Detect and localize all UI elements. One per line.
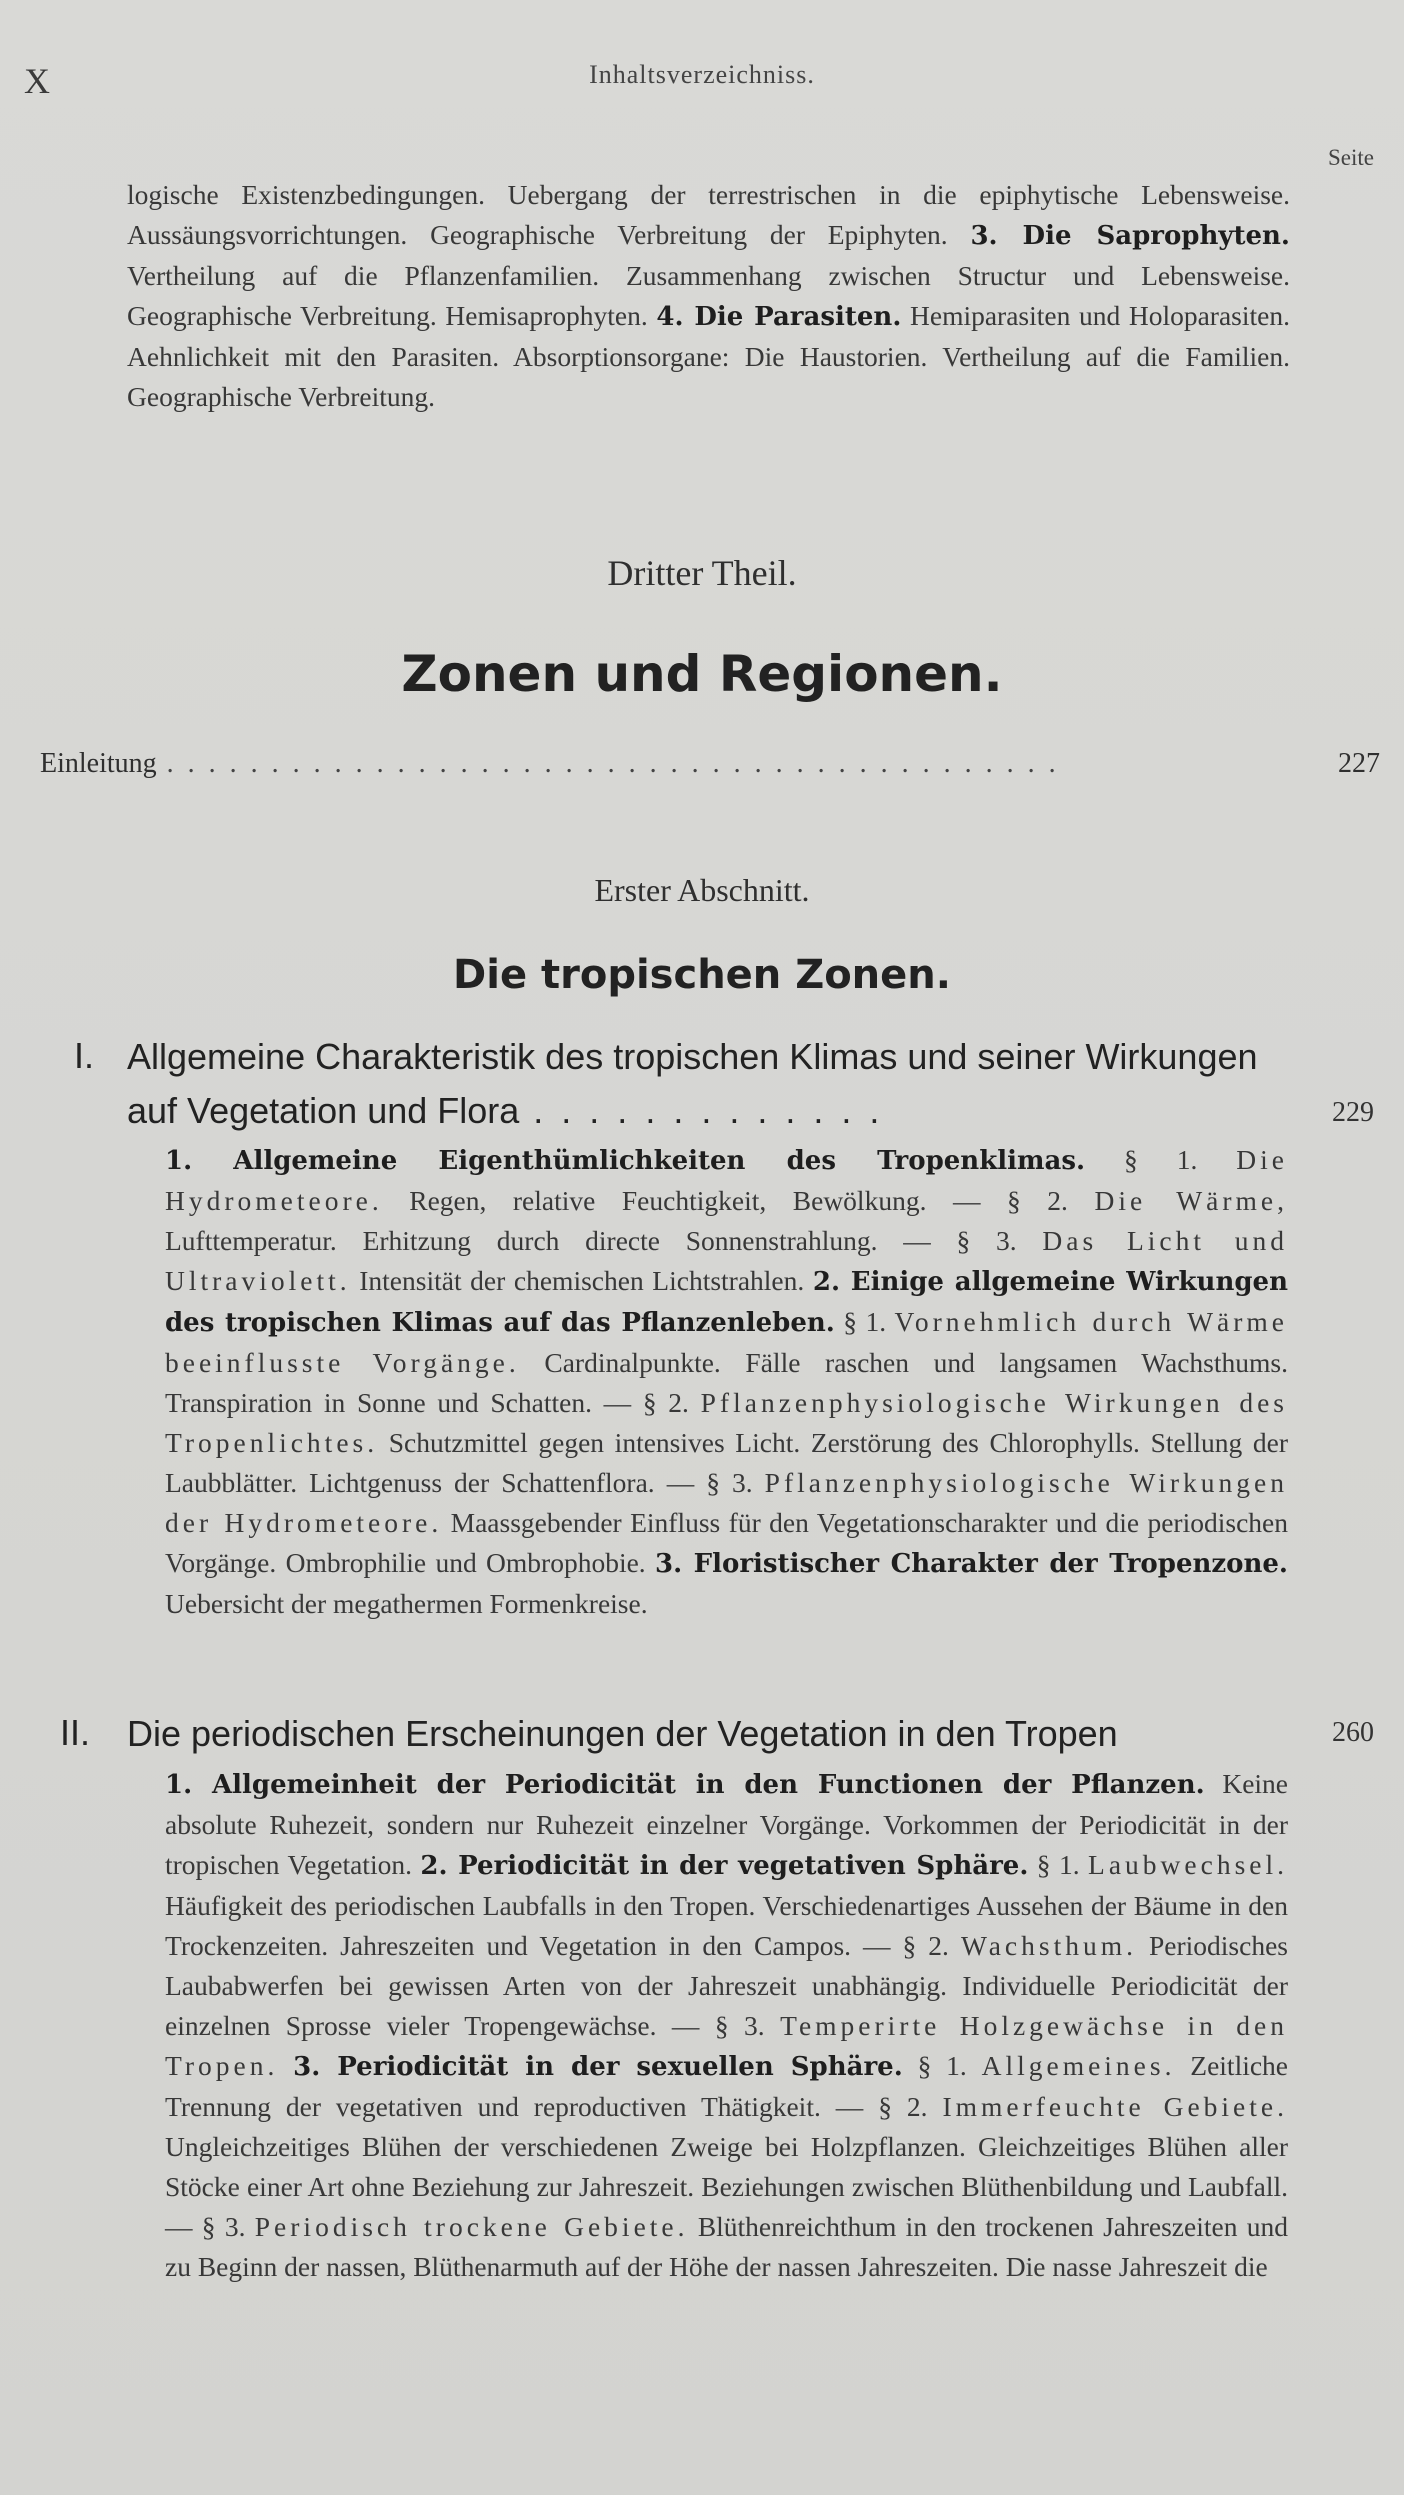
chapter-2-contents — [165, 1764, 1288, 2287]
text-run: Maassgebender Einfluss für den Vegetationscharakter und die periodischen Vorgänge. Ombrophilie und Ombrophobie. — [165, 1507, 1288, 1578]
chapter-title-text: Allgemeine Charakteristik des tropischen Klimas und seiner Wirkungen auf Vegetation und Flora — [127, 1036, 1258, 1131]
spaced-heading: Pflanzenphysiologische Wirkungen der Hydrometeore. — [165, 1467, 1288, 1538]
chapter-1-contents — [165, 1140, 1288, 1624]
spaced-heading: Temperirte Holzgewächse in den Tropen. — [165, 2010, 1288, 2081]
section-title: Die tropischen Zonen. — [453, 952, 951, 998]
part-title: Zonen und Regionen. — [401, 645, 1003, 703]
spaced-heading: Wachsthum. — [960, 1930, 1137, 1961]
text-run: Ungleichzeitiges Blühen der verschiedenen Zweige bei Holzpflanzen. Gleichzeitiges Blühen aller Stöcke einer Art ohne Beziehung zur Jahreszeit. Beziehungen zwischen Blüthenbildung und Laubfall. — § 3. — [165, 2131, 1288, 2242]
bold-heading: 3. Die Saprophyten. — [970, 221, 1290, 251]
dot-leader: . . . . . . . . . . . . . — [519, 1090, 884, 1131]
spaced-heading: Lufttemperatur. — [165, 1225, 337, 1256]
text-run — [278, 2050, 293, 2081]
continued-paragraph — [127, 175, 1290, 417]
spaced-heading: Das Licht und Ultraviolett. — [165, 1225, 1288, 1296]
chapter-title[interactable] — [127, 1030, 1287, 1138]
toc-page-number: 227 — [1338, 748, 1380, 779]
toc-entry-einleitung[interactable] — [40, 748, 1380, 780]
text-run: Hemiparasiten und Holoparasiten. Aehnlichkeit mit den Parasiten. Absorptionsorgane: Die Haustorien. Vertheilung auf die Familien. Geographische Verbreitung. — [127, 300, 1290, 412]
spaced-heading: Vornehmlich durch Wärme beeinflusste Vorgänge. — [165, 1306, 1288, 1378]
text-run: § 1. — [834, 1306, 895, 1337]
bold-heading: 2. Periodicität in der vegetativen Sphäre. — [420, 1851, 1029, 1881]
spaced-heading: Die Wärme, — [1094, 1185, 1288, 1216]
text-run: Häufigkeit des periodischen Laubfalls in den Tropen. Verschiedenartiges Aussehen der Bäume in den Trockenzeiten. Jahreszeiten und Vegetation in den Campos. — § 2. — [165, 1890, 1288, 1961]
bold-heading: 3. Floristischer Charakter der Tropenzone. — [655, 1549, 1288, 1579]
bold-heading: 1. Allgemeine Eigenthümlichkeiten des Tropenklimas. — [165, 1146, 1086, 1176]
chapter-page-number: 229 — [1332, 1097, 1374, 1128]
dot-leader: ........................................... — [166, 748, 1070, 779]
seite-label: Seite — [1328, 145, 1374, 170]
text-run: Uebersicht der megathermen Formenkreise. — [165, 1588, 648, 1619]
page-number-roman: X — [24, 61, 50, 101]
spaced-heading: Die Hydrometeore. — [165, 1144, 1288, 1216]
running-title: Inhaltsverzeichniss. — [589, 60, 815, 89]
part-label: Dritter Theil. — [607, 553, 797, 593]
section-label: Erster Abschnitt. — [594, 872, 810, 908]
text-run: Vertheilung auf die Pflanzenfamilien. Zusammenhang zwischen Structur und Lebensweise. Geographische Verbreitung. Hemisaprophyten. — [127, 260, 1290, 331]
text-run: § 1. — [902, 2050, 982, 2081]
text-run: Cardinalpunkte. Fälle raschen und langsamen Wachsthums. Transpiration in Sonne und Schatten. — § 2. — [165, 1347, 1288, 1418]
spaced-heading: Periodisch trockene Gebiete. — [254, 2211, 689, 2242]
text-run: § 1. — [1028, 1849, 1089, 1880]
text-run: Regen, relative Feuchtigkeit, Bewölkung. — § 2. — [382, 1185, 1095, 1216]
spaced-heading: Immerfeuchte Gebiete. — [942, 2091, 1288, 2122]
text-run: Schutzmittel gegen intensives Licht. Zerstörung des Chlorophylls. Stellung der Laubblätter. Lichtgenuss der Schattenflora. — § 3. — [165, 1427, 1288, 1498]
spaced-heading: Pflanzenphysiologische Wirkungen des Tropenlichtes. — [165, 1387, 1289, 1458]
text-run: Periodisches Laubabwerfen bei gewissen Arten von der Jahreszeit unabhängig. Individuelle Periodicität der einzelnen Sprosse vieler Tropengewächse. — § 3. — [165, 1930, 1288, 2041]
chapter-number: II. — [60, 1712, 91, 1753]
spaced-heading: Laubwechsel. — [1088, 1849, 1288, 1880]
chapter-title[interactable]: Die periodischen Erscheinungen der Vegetation in den Tropen — [127, 1713, 1118, 1754]
chapter-page-number: 260 — [1332, 1717, 1374, 1748]
text-run: Zeitliche Trennung der vegetativen und reproductiven Thätigkeit. — § 2. — [165, 2050, 1289, 2122]
bold-heading: 2. Einige allgemeine Wirkungen des tropischen Klimas auf das Pflanzenleben. — [165, 1267, 1288, 1338]
chapter-number: I. — [74, 1035, 95, 1076]
bold-heading: 4. Die Parasiten. — [656, 302, 902, 332]
text-run: Intensität der chemischen Lichtstrahlen. — [350, 1265, 813, 1296]
text-run: logische Existenzbedingungen. Uebergang der terrestrischen in die epiphytische Lebensweise. Aussäungsvorrichtungen. Geographische Verbreitung der Epiphyten. — [127, 179, 1290, 250]
text-run: Keine absolute Ruhezeit, sondern nur Ruhezeit einzelner Vorgänge. Vorkommen der Periodicität in der tropischen Vegetation. — [165, 1768, 1288, 1880]
spaced-heading: Allgemeines. — [981, 2050, 1176, 2081]
text-run: § 1. — [1085, 1144, 1237, 1175]
bold-heading: 1. Allgemeinheit der Periodicität in den Functionen der Pflanzen. — [165, 1770, 1205, 1800]
text-run: Blüthenreichthum in den trockenen Jahreszeiten und zu Beginn der nassen, Blüthenarmuth auf der Höhe der nassen Jahreszeiten. Die nasse Jahreszeit die — [165, 2211, 1288, 2282]
text-run: Erhitzung durch directe Sonnenstrahlung. — § 3. — [336, 1225, 1043, 1256]
bold-heading: 3. Periodicität in der sexuellen Sphäre. — [293, 2052, 903, 2082]
toc-entry-label: Einleitung — [40, 748, 157, 779]
